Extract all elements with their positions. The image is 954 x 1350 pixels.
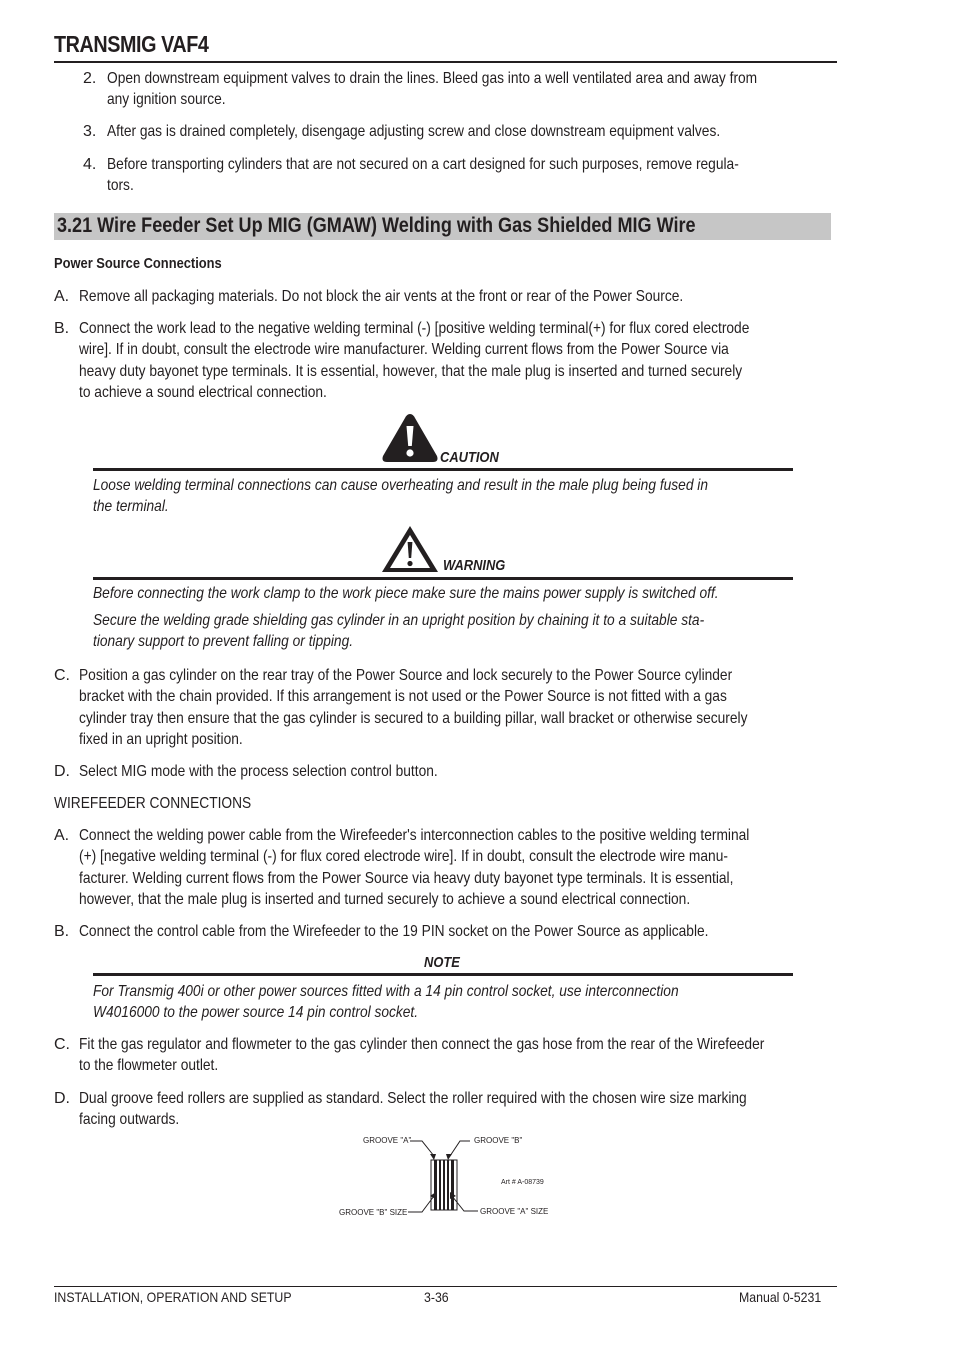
text-line: wire]. If in doubt, consult the electrode wire manufacturer. Welding current flows from the Power Source via [79, 341, 729, 359]
step-number: 3. [83, 123, 97, 140]
text-line: Dual groove feed rollers are supplied as standard. Select the roller required with the chosen wire size marking [79, 1090, 747, 1107]
text-line: Before transporting cylinders that are not secured on a cart designed for such purposes, remove regula- [107, 156, 739, 173]
caution-text [93, 475, 808, 518]
text-line: Secure the welding grade shielding gas cylinder in an upright position by chaining it to a suitable sta- [93, 612, 705, 629]
text-line: Position a gas cylinder on the rear tray of the Power Source and lock securely to the Power Source cylinder [79, 667, 733, 684]
footer-section: INSTALLATION, OPERATION AND SETUP [54, 1289, 292, 1305]
step-text [107, 68, 863, 111]
text-line: the terminal. [93, 498, 169, 516]
text-line: (+) [negative welding terminal (-) for flux cored electrode wire]. If in doubt, consult the electrode wire manu- [79, 848, 728, 866]
text-line: tors. [107, 177, 134, 195]
text-line: For Transmig 400i or other power sources fitted with a 14 pin control socket, use interconnection [93, 983, 679, 1000]
groove-a-label: GROOVE "A" [363, 1136, 412, 1145]
text-line: Before connecting the work clamp to the work piece make sure the mains power supply is switched off. [93, 585, 719, 602]
text-line: Loose welding terminal connections can cause overheating and result in the male plug being fused in [93, 477, 709, 494]
step-number: 2. [83, 70, 97, 87]
text-line: fixed in an upright position. [79, 730, 243, 748]
text-line: Connect the control cable from the Wirefeeder to the 19 PIN socket on the Power Source as applicable. [79, 923, 709, 940]
item-text [79, 1088, 855, 1131]
text-line: heavy duty bayonet type terminals. It is essential, however, that the male plug is inserted and turned securely [79, 362, 743, 380]
item-label: D. [54, 763, 70, 780]
text-line: After gas is drained completely, disengage adjusting screw and close downstream equipment valves. [107, 123, 721, 140]
text-line: Connect the welding power cable from the Wirefeeder's interconnection cables to the positive welding terminal [79, 827, 750, 844]
item-text [79, 1034, 876, 1077]
text-line: Select MIG mode with the process selection control button. [79, 763, 438, 780]
warning-icon [380, 524, 440, 574]
warning-text [93, 583, 820, 604]
groove-b-label: GROOVE "B" [474, 1136, 523, 1145]
title-divider [54, 61, 837, 63]
page-title: TRANSMIG VAF4 [54, 31, 209, 57]
subsection-heading [54, 793, 283, 814]
art-number: Art # A-08739 [501, 1179, 544, 1186]
groove-a-size-label: GROOVE "A" SIZE [480, 1207, 549, 1216]
text-line: however, that the male plug is inserted and turned securely to achieve a sound electrical connection. [79, 890, 691, 908]
text-line: bracket with the chain provided. If this arrangement is not used or the Power Source is not fitted with a gas [79, 688, 727, 706]
note-label: NOTE [424, 954, 460, 971]
step-text [107, 154, 842, 197]
caution-icon [380, 412, 440, 464]
item-text [79, 761, 496, 782]
note-rule [93, 973, 793, 976]
item-label: C. [54, 667, 70, 684]
text-line: to the flowmeter outlet. [79, 1057, 219, 1075]
step-text [107, 121, 820, 142]
text-line: cylinder tray then ensure that the gas cylinder is secured to a building pillar, wall bracket or otherwise securely [79, 709, 748, 727]
item-label: A. [54, 827, 70, 844]
step-number: 4. [83, 156, 97, 173]
item-text [79, 825, 858, 910]
text-line: WIREFEEDER CONNECTIONS [54, 795, 252, 812]
caution-label: CAUTION [440, 449, 499, 466]
page-number: 3-36 [424, 1289, 449, 1305]
section-heading: 3.21 Wire Feeder Set Up MIG (GMAW) Welding with Gas Shielded MIG Wire [57, 214, 696, 237]
text-line: facturer. Welding current flows from the Power Source via heavy duty bayonet type terminals. It is essential, [79, 869, 734, 887]
warning-rule [93, 577, 793, 580]
item-label: B. [54, 320, 70, 337]
text-line: any ignition source. [107, 91, 226, 109]
item-text [79, 318, 859, 403]
text-line: facing outwards. [79, 1111, 180, 1129]
note-text [93, 981, 774, 1024]
item-text [79, 286, 782, 307]
manual-number: Manual 0-5231 [739, 1289, 822, 1305]
text-line: tionary support to prevent falling or tipping. [93, 633, 354, 651]
text-line: to achieve a sound electrical connection. [79, 383, 327, 401]
groove-b-size-label: GROOVE "B" SIZE [339, 1208, 408, 1217]
text-line: Open downstream equipment valves to drain the lines. Bleed gas into a well ventilated area and away from [107, 70, 758, 87]
subsection-heading: Power Source Connections [54, 255, 222, 272]
text-line: Fit the gas regulator and flowmeter to the gas cylinder then connect the gas hose from the rear of the Wirefeeder [79, 1036, 765, 1053]
warning-text [93, 610, 804, 653]
item-label: B. [54, 923, 70, 940]
footer-divider [54, 1286, 837, 1287]
text-line: Remove all packaging materials. Do not block the air vents at the front or rear of the Power Source. [79, 288, 684, 305]
text-line: Connect the work lead to the negative welding terminal (-) [positive welding terminal(+) for flux cored electrode [79, 320, 750, 337]
item-text [79, 921, 811, 942]
caution-rule [93, 468, 793, 471]
warning-label: WARNING [443, 557, 506, 574]
item-text [79, 665, 856, 750]
item-label: A. [54, 288, 70, 305]
item-label: D. [54, 1090, 70, 1107]
item-label: C. [54, 1036, 70, 1053]
text-line: W4016000 to the power source 14 pin control socket. [93, 1004, 419, 1022]
